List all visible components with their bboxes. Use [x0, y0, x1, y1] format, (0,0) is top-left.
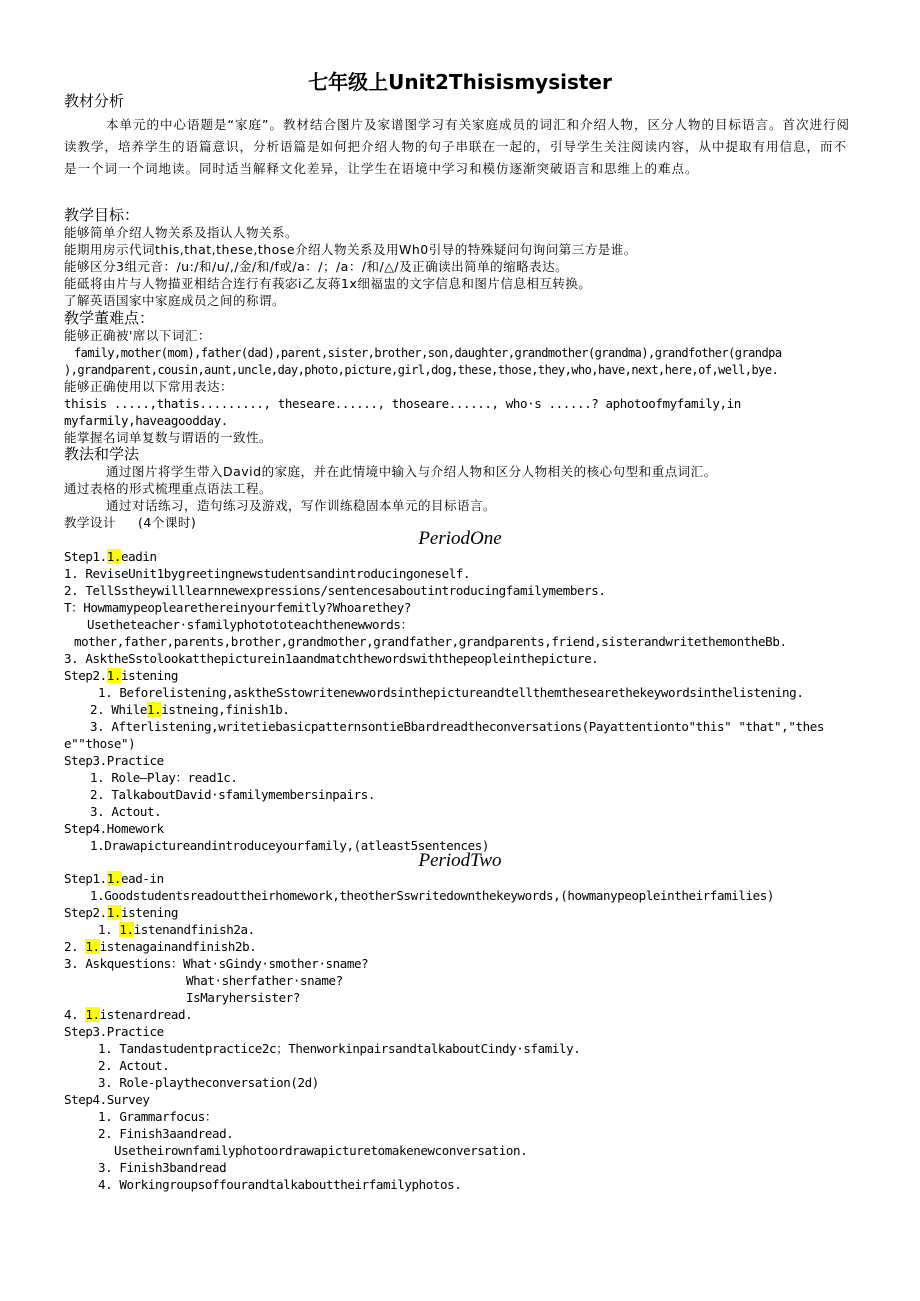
difficulty-line: 能够正确使用以下常用表达：: [64, 379, 234, 394]
p1-line: mother,father,parents,brother,grandmother,grandfather,grandparents,friend,sisterandwritethemontheBb.: [74, 634, 787, 649]
highlight-mark: 1.: [85, 939, 100, 954]
p2-line: 3. Finish3bandread: [98, 1160, 227, 1175]
p1-step2-heading: Step2.1.istening: [64, 668, 179, 683]
document-title: 七年级上Unit2Thisismysister: [308, 70, 612, 94]
p1-line: e""those"): [64, 736, 136, 751]
p2-line: 2. Actout.: [98, 1058, 170, 1073]
highlight-mark: 1.: [119, 922, 134, 937]
p2-line: 2. 1.istenagainandfinish2b.: [64, 939, 257, 954]
p1-line: 1.Drawapictureandintroduceyourfamily,(atleast5sentences): [90, 838, 490, 853]
highlight-mark: 1.: [147, 702, 162, 717]
design-label: 教学设计: [64, 515, 117, 530]
p2-line: 4. Workingroupsoffourandtalkabouttheirfamilyphotos.: [98, 1177, 462, 1192]
p2-line: 1. Grammarfocus：: [98, 1109, 217, 1124]
p1-line: 3. Afterlistening,writetiebasicpatternsontieBbardreadtheconversations(Payattentionto"this" "that","thes: [90, 719, 824, 734]
goal-line: 了解英语国家中家庭成员之间的称谓。: [64, 293, 286, 308]
p2-line: Usetheirownfamilyphotoordrawapicturetomakenewconversation.: [114, 1143, 528, 1158]
p1-line: 1. Role—Play：read1c.: [90, 770, 238, 785]
goal-line: 能砥将由片与人物描亚相结合连行有莪宓i乙友蒋1x细福盅的文字信息和图片信息相互转换。: [64, 276, 592, 291]
p1-step4-heading: Step4.Homework: [64, 821, 164, 836]
p2-step4-heading: Step4.Survey: [64, 1092, 150, 1107]
p1-step3-heading: Step3.Practice: [64, 753, 164, 768]
p2-line: What·sherfather·sname?: [186, 973, 343, 988]
difficulty-line: myfarmily,haveagoodday.: [64, 413, 228, 428]
difficulty-line: 能掌握名词单复数与谓语的一致性。: [64, 430, 273, 445]
highlight-mark: 1.: [106, 549, 122, 564]
p2-step2-heading: Step2.1.istening: [64, 905, 179, 920]
period-two-title: PeriodTwo: [418, 850, 502, 871]
period-one-title: PeriodOne: [418, 528, 502, 549]
goal-line: 能够简单介绍人物关系及指认人物关系。: [64, 225, 299, 240]
p2-line: 1.Goodstudentsreadouttheirhomework,theotherSswritedownthekeywords,(howmanypeopleintheirfamilies): [90, 888, 775, 903]
p2-step3-heading: Step3.Practice: [64, 1024, 164, 1039]
difficulty-line: family,mother(mom),father(dad),parent,sister,brother,son,daughter,grandmother(grandma),grandfother(grandpa: [74, 346, 782, 360]
p1-line: Usetheteacher·sfamilyphotototeachthenewwords：: [87, 617, 413, 632]
p2-line: 4. 1.istenardread.: [64, 1007, 193, 1022]
p2-line: 3. Askquestions：What·sGindy·smother·sname?: [64, 956, 369, 971]
p2-line: 3. Role-playtheconversation(2d): [98, 1075, 319, 1090]
p1-line: 1. ReviseUnit1bygreetingnewstudentsandintroducingoneself.: [64, 566, 471, 581]
difficulty-line: 能够正确被'席以下词汇：: [64, 328, 211, 343]
goal-line: 能期用房示代词this,that,these,those介绍人物关系及用Wh0引导的特殊疑问句询问第三方是谁。: [64, 242, 637, 257]
method-line: 通过表格的形式梳理重点语法工程。: [64, 481, 273, 496]
difficulty-line: ),grandparent,cousin,aunt,uncle,day,photo,picture,girl,dog,these,those,they,who,have,next,here,of,well,bye.: [64, 363, 779, 377]
p1-step1-heading: Step1.1.eadin: [64, 549, 157, 564]
highlight-mark: 1.: [106, 871, 122, 886]
p1-line: 2. TellSstheywilllearnnewexpressions/sentencesaboutintroducingfamilymembers.: [64, 583, 606, 598]
method-heading: 教法和学法: [64, 445, 140, 463]
goals-heading: 教学目标：: [64, 206, 140, 224]
difficulty-heading: 敎学董难点：: [64, 309, 155, 327]
p2-line: 2. Finish3aandread.: [98, 1126, 234, 1141]
p1-line: T：Howmamypeoplearethereinyourfemitly?Whoarethey?: [64, 600, 412, 615]
method-line: 通过图片将学生带入David的家庭，并在此情境中输入与介绍人物和区分人物相关的核心句型和重点词汇。: [106, 464, 717, 479]
design-note: (4个课时): [138, 515, 197, 530]
p2-line: IsMaryhersister?: [186, 990, 301, 1005]
p1-line: 3. Actout.: [90, 804, 162, 819]
goal-line: 能够区分3组元音：/u:/和/u/,/金/和/f或/a：/；/a：/和/△/及正确读出简单的缩略表达。: [64, 259, 569, 274]
p2-line: 1. 1.istenandfinish2a.: [98, 922, 255, 937]
p1-line: 2. While1.istneing,finish1b.: [90, 702, 290, 717]
p2-step1-heading: Step1.1.ead-in: [64, 871, 164, 886]
p1-line: 2. TalkaboutDavid·sfamilymembersinpairs.: [90, 787, 376, 802]
p2-line: 1. Tandastudentpractice2c；ThenworkinpairsandtalkaboutCindy·sfamily.: [98, 1041, 581, 1056]
highlight-mark: 1.: [106, 905, 122, 920]
highlight-mark: 1.: [106, 668, 122, 683]
analysis-paragraph: 本单元的中心语题是“家庭”。教材结合图片及家谱图学习有关家庭成员的词汇和介绍人物，区分人物的目标语言。首次进行阅读教学，培养学生的语篇意识，分析语篇是如何把介绍人物的句子串联在一起的，引导学生关注阅读内容，从中提取有用信息，而不是一个词一个词地读。同时适当解释文化差异，让学生在语境中学习和模仿逐渐突破语言和思维上的难点。: [64, 117, 850, 176]
method-line: 通过对话练习，造句练习及游戏，写作训练稳固本单元的目标语言。: [106, 498, 497, 513]
difficulty-line: thisis .....,thatis........., theseare......, thoseare......, who·s ......? aphotoofmyfamily,in: [64, 396, 741, 411]
p1-line: 1. Beforelistening,asktheSstowritenewwordsinthepictureandtellthemthesearethekeywordsinthelistening.: [98, 685, 804, 700]
analysis-heading: 教材分析: [64, 92, 125, 110]
highlight-mark: 1.: [85, 1007, 100, 1022]
p1-line: 3. AsktheSstolookatthepicturein1aandmatchthewordswiththepeopleinthepicture.: [64, 651, 599, 666]
